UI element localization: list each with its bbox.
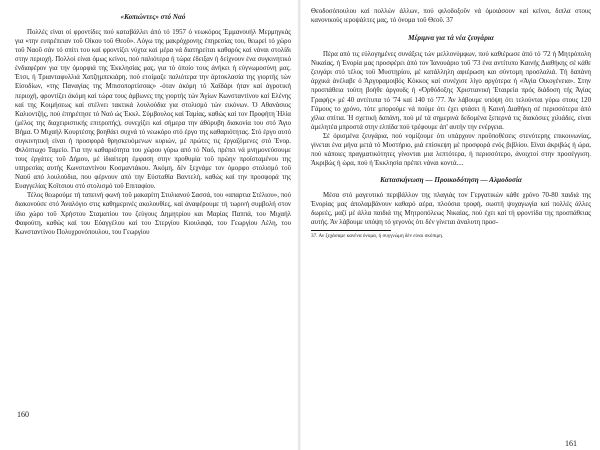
section-heading-camp: Κατασκήνωση — Προικοδότηση — Αλμοδοσία [380, 176, 522, 185]
right-page-column [311, 7, 591, 240]
right-page [300, 0, 600, 450]
left-paragraph-2: Τέλος θεωρούμε τή ταπεινή φωνή τοΰ μακαρίτη Στυλιανού Σασσά, του «απαρτια Στέλιου», πού διακονούσε στό Άναλόγιο στις καθημερινές ακολουθίες, καί άναφέρουμε τή τωρινή συμβολή στον ίδιο χώρο τοΰ Χρήστου Σταματίου του ζεύγους Δημητρίου και Μαρίας Παππά, του Μιχαήλ Φαφούτη, καθώς καί του Εύαγγέλου καί του Στεργίου Κιουλαφά, του Γεωργίου Λέλη, του Κωνσταντίνου Πολυχρονόπουλου, του Γεωργίου [15, 192, 291, 236]
footnote-divider [311, 230, 391, 231]
right-page-number: 161 [565, 439, 577, 448]
camp-paragraph: Μέσα στό μαγευτικό περιβάλλον της πλαγιάς τον Γεργατικών κάθε χρόνο 70-80 παιδιά της Ένορίας μας άπολαμβάνουν καθαρό αέρα, πλούσια τροφή, σωστή ψυχαγωγία καί πολλές άλλες δωρεές, μαζί μέ άλλα παιδιά της Μητροπόλεως Νικαίας, πού έχει καί τή φροντίδα της προσπάθειας αυτής. Άν λάβουμε υπόψη τό γεγονός ότι δέν γίνεται άναλυτη προσ- [311, 192, 591, 227]
section-heading-couples: Μέριμνα για τά νέα ζευγάρια [408, 34, 494, 43]
left-page-number: 160 [17, 410, 29, 419]
footnote-37: 37. Αν ξεχάσαμε κανένα όνομα, ή συγγνώμη δέν είναι σκόπιμη. [311, 233, 444, 240]
left-paragraph-1: Πολλές είναι οί φροντίδες πού καταβάλλει άπό τό 1957 ό νεωκόρος Έμμανουήλ Μερμηγκάς για «την ευπρέπειαν τοΰ Οίκου τοΰ Θεοΰ». Λόγω της μακρόχρονης έπηρεσίας του, θεωρεί τό χώρο τοΰ Ναοΰ σάν τό σπίτι του καί φροντίζει νύχτα καί μέρα νά διατηρείται καθαρός καί νάναι στολίδι στην περιοχή. Πολλοί είναι όμως κείνοι, πού παλιότερα ή τώρα έδειξαν ή δείχνουν ένα συγκινητικό ένδιαφέρον για την όμορφιά της Έκκλησίας μας, για τό όποίο τους άνήκει ή εύγνωμοσύνη μας. Έτσι, ή Τριανταφυλλιά Χατζημπεκιάρη, πού ετοίμαζε παλιότερα την άρτοκλασία της γιορτής τών Είσοδίων, «της Παναγίας της Μπισοπορτίσσας» -όταν άκόμη τό Χαϊδάρι ήταν καί άγροτική περιοχή, φροντίζει άκόμη καί τώρα τους άμβωνες της γιορτής τών Άγίων Κωνσταντίνου καί Ελένης καί της Κοιμήσεως καί στέλνει τακτικά λουλούδια για στολισμό τών εικόνων. Ό Αθανάσιος Καλιοντζής, πού έπηρέτησε τό Ναό ώς Έκκλ. Σύμβουλος καί Ταμίας, καθώς καί τον Προφήτη Ήλία (μέλος της διαχειριστικής επιτροπής), συνεχίζει καί σήμερα την άθόρυβη διακονία του στό Άγιο Βήμα. Ό Μιχαήλ Κουρτέσης βοηθάει συχνά τό νεωκόρο στό έργο της καθαριότητας. Στό έργο αυτό συγκινητική είναι ή προσφορά θρησκευόμενων κυριών, μέ πρώτες τις έργαζόμενες στό Ένορ. Φιλόπτωχο Ταμείο. Για την καθαριότητα του χώρου γύρω από τό Ναό, πρέπει νά μνημονεύσουμε τους έργάτες τοΰ Δήμου, μέ ίδιαίτερη έμφαση στην προθυμία τοΰ πρώην προϊσταμένου της υπηρεσίας αυτής Κωνσταντίνου Κοσμαντάκου. Άκόμη, δέν ξεχνάμε τον όμορφο στολισμό τοΰ Ναοΰ από λουλούδια, που φέρνουν από την Εύσταθία Βαντελή, καθώς καί την προσφορά της Ευαγγελίας Κοΐτσιου στό στολισμό τοΰ Επιταφίου. [15, 29, 291, 191]
left-page-column [15, 13, 291, 237]
left-page-heading: «Κοπιώντες» στό Ναό [120, 13, 186, 21]
section-heading-camp-band [311, 175, 591, 186]
right-top-paragraph: Θεοδοσόπουλου καί πολλών άλλων, πού φιλοδοξοΰν νά όμοιάσουν καί κείνοι, διπλα στους κανονικούς ιεροψάλτες μας, τό όνομα τοΰ Θεοΰ. 37 [311, 8, 591, 25]
couples-paragraph-1: Πέρα από τις εύλογημένες συνάξεις τών μελλονύμφων, πού καθιέρωσε άπό τό '72 ή Μητρόπολη Νικαίας, ή Ένορία μας προσφέρει άπό τον Ίανουάριο τοΰ '73 ένα αντίτυπο Καινής Διαθήκης σέ κάθε ζευγάρι στό τέλος τοΰ Μυστηρίου, μέ κατάλληλη αφιέρωση και σύντομη προσλαλιά. Τή δαπάνη άρχικά άνέλαβε ό Άργυραμοιβός Κόκκος καί συνέχισε λίγο αργότερα ή «Άγία Οικογένεια». Στην προσπάθεια τούτη βοήθε άργουδς ή «Όρθόδοξης Χριστιανική Έταιρεία πρός διάδοση τής Άγίας Γραφής» μέ 40 αντίτυπα τό '74 καί 140 τό '77. Άν λάβουμε υπόψη ότι τελούνται γύρω στους 120 Γάμους το χρόνο, τότε μπορούμε νά πούμε ότι έχει φτάσει ή Καινή Διαθήκη σέ περισσότερα άπό χίλια σπίτια. Ή σχετική δαπάνη, πού μέ τά σημερινά δεδομένα ξεπερνά τις διακόσιες χιλιάδες, είναι άμελητέα μπροστά στην ελπίδα πού τρέφουμε άπ' αυτήν την ενέργεια. [311, 51, 591, 131]
couples-paragraph-2: Σέ όρισμένα ζευγάρια, πού νομίζουμε ότι υπάρχουν προϋποθέσεις στενότερης επικοινωνίας, γίνεται ένα μήνα μετά τό Μυστήριο, μιά επίσκεψη μέ προσφορά ενός βιβλίου. Είναι άκριβώς ή ώρα, πού κάποιες πραγματικότητες γίνονται μια λεπτότερα, ή περισσότερο, άνοιχτοί στην προσέγγιση. Άκριβώς ή ώρα, πού ή Έκκλησία πρέπει νάναι κοντά.... [311, 132, 591, 168]
